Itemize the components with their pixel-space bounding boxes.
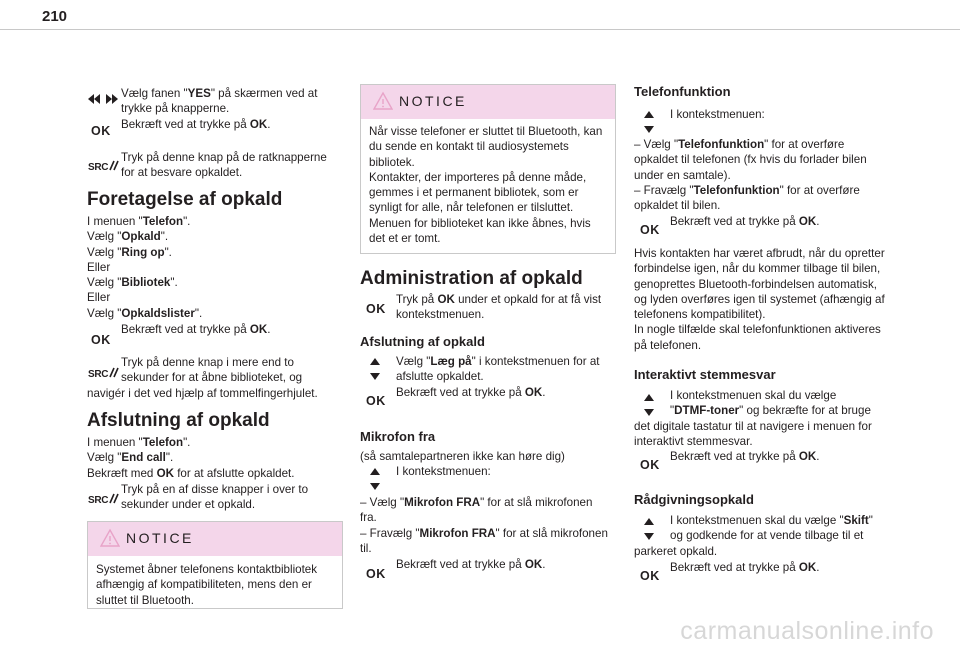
page-number: 210 (42, 8, 68, 25)
admin-ok-text: Tryk på OK under et opkald for at få vist kontekstmenuen. (396, 293, 602, 322)
confirm-ok-text: Bekræft ved at trykke på OK. (396, 558, 546, 571)
afslutning-kontekst-text: Vælg "Læg på" i kontekstmenuen for at afslutte opkaldet. (396, 355, 600, 384)
notice-text: Når visse telefoner er sluttet til Bluetooth, kan du sende en kontakt til audiosystemets bibliotek. Kontakter, der importeres på denne måde, gemmes i et permanent bibliotek, som er synligt for alle, når telefonen er tilsluttet. Menuen for biblioteket kan ikke åbnes, hvis det et er tomt. (369, 125, 603, 246)
ok-icon: OK (366, 567, 386, 581)
notice-box (360, 84, 616, 254)
ok-icon: OK (91, 333, 111, 347)
warning-icon (373, 91, 393, 111)
up-down-icon (370, 358, 380, 380)
src-button-icon: SRC (88, 364, 120, 382)
heading-raadgivning: Rådgivningsopkald (634, 492, 754, 507)
warning-icon (100, 528, 120, 548)
ok-icon: OK (366, 302, 386, 316)
heading-interaktivt: Interaktivt stemmesvar (634, 367, 776, 382)
ok-icon: OK (366, 394, 386, 408)
notice-header (88, 522, 342, 556)
confirm-ok-text: Bekræft ved at trykke på OK. (670, 450, 820, 463)
afslutning-src-text: Tryk på en af disse knapper i over to sekunder under et opkald. (121, 483, 309, 512)
confirm-ok-text: Bekræft ved at trykke på OK. (670, 215, 820, 228)
ok-icon: OK (640, 223, 660, 237)
mikrofon-steps: – Vælg "Mikrofon FRA" for at slå mikrofonen fra. – Fravælg "Mikrofon FRA" for at slå mikrofonen til. (360, 496, 608, 555)
notice-title: NOTICE (399, 93, 467, 109)
raadgivning-text: I kontekstmenuen skal du vælge "Skift" og godkende for at vende tilbage til et parkeret opkald. (634, 514, 873, 558)
interaktivt-text: I kontekstmenuen skal du vælge "DTMF-toner" og bekræfte for at bruge det digitale tastatur til at navigere i menuen for interaktivt stemmesvar. (634, 389, 872, 448)
foretagelse-steps: I menuen "Telefon". Vælg "Opkald". Vælg "Ring op". Eller Vælg "Bibliotek". Eller Vælg "Opkaldslister". (87, 215, 203, 320)
intro-select-yes: Vælg fanen "YES" på skærmen ved at trykke på knapperne. Bekræft ved at trykke på OK. (121, 87, 318, 131)
up-down-icon (370, 468, 380, 490)
header-divider (0, 29, 960, 30)
heading-telefonfunktion: Telefonfunktion (634, 84, 731, 99)
up-down-icon (644, 111, 654, 133)
heading-afslutning: Afslutning af opkald (87, 410, 270, 431)
seek-arrows-icon (88, 92, 118, 106)
src-button-icon: SRC (88, 490, 120, 508)
heading-foretagelse: Foretagelse af opkald (87, 189, 283, 210)
afslutning-steps: I menuen "Telefon". Vælg "End call". Bekræft med OK for at afslutte opkaldet. (87, 436, 295, 480)
heading-administration: Administration af opkald (360, 268, 583, 289)
ok-icon: OK (91, 124, 111, 138)
long-press-text: Tryk på denne knap i mere end to sekunder for at åbne biblioteket, og navigér i det ved hjælp af tommelfingerhjulet. (87, 356, 318, 400)
watermark: carmanualsonline.info (680, 617, 934, 645)
kontekst-label: I kontekstmenuen: (396, 465, 491, 478)
heading-mikrofon: Mikrofon fra (360, 429, 436, 444)
telefon-paragraph: Hvis kontakten har været afbrudt, når du opretter forbindelse igen, når du kommer tilbage til bilen, genoprettes Bluetooth-forbindelsen automatisk, og lyden overføres igen til systemet (afhængig af telefonens kompatibilitet). In nogle tilfælde skal telefonfunktionen aktiveres på telefonen. (634, 247, 885, 352)
telefon-steps: – Vælg "Telefonfunktion" for at overføre opkaldet til telefonen (fx hvis du forlader bilen under en samtale). – Fravælg "Telefonfunktion" for at overføre opkaldet til bilen. (634, 138, 867, 213)
src-button-icon: SRC (88, 157, 120, 175)
notice-box (87, 521, 343, 609)
confirm-ok-text: Bekræft ved at trykke på OK. (670, 561, 820, 574)
notice-header (361, 85, 615, 119)
mikrofon-intro: (så samtalepartneren ikke kan høre dig) (360, 450, 565, 463)
ok-icon: OK (640, 569, 660, 583)
heading-afslutning-2: Afslutning af opkald (360, 334, 485, 349)
notice-title: NOTICE (126, 530, 194, 546)
notice-text: Systemet åbner telefonens kontaktbibliotek afhængig af kompatibiliteten, mens den er sluttet til Bluetooth. (96, 563, 318, 607)
ok-icon: OK (640, 458, 660, 472)
confirm-ok-text: Bekræft ved at trykke på OK. (121, 323, 271, 336)
answer-call-text: Tryk på denne knap på de ratknapperne for at besvare opkaldet. (121, 151, 327, 180)
confirm-ok-text: Bekræft ved at trykke på OK. (396, 386, 546, 399)
kontekst-label: I kontekstmenuen: (670, 108, 765, 121)
